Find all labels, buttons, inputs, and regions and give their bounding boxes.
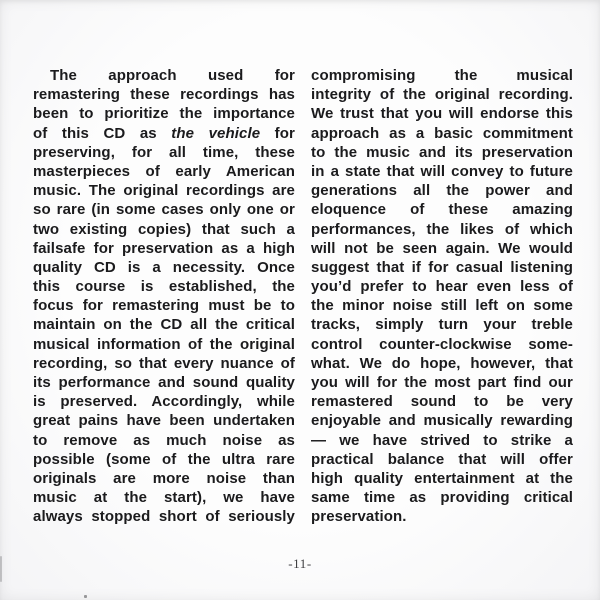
text-line: preservation.: [311, 508, 407, 526]
text-line: recording, so that every nuance of: [33, 354, 295, 372]
text-line: great pains have been undertaken: [33, 412, 295, 430]
text-line: is preserved. Accordingly, while: [33, 393, 295, 411]
text-line: remastering these recordings has: [33, 86, 295, 104]
text-line: the minor noise still left on some: [311, 297, 573, 315]
page-number: -11-: [288, 556, 312, 571]
text-line: you will for the most part find our: [311, 374, 573, 391]
text-line: masterpieces of early American: [33, 162, 295, 180]
text-line: possible (some of the ultra rare: [33, 450, 295, 468]
text-line: in a state that will convey to future: [311, 162, 573, 180]
text-line: integrity of the original recording.: [311, 86, 573, 104]
text-line: generations all the power and: [311, 182, 573, 200]
liner-notes-text: [33, 66, 573, 527]
text-line: quality CD is a necessity. Once: [33, 258, 295, 276]
text-line: music at the start), we have: [33, 489, 295, 507]
text-line: you’d prefer to hear even less of: [311, 278, 573, 296]
text-line: focus for remastering must be to: [33, 297, 295, 315]
text-line: preserving, for all time, these: [33, 143, 295, 161]
text-line: performances, the likes of which: [311, 220, 573, 238]
text-line: compromising the musical: [311, 67, 573, 84]
text-line: to the music and its preservation: [311, 143, 573, 161]
text-line: been to prioritize the importance: [33, 105, 295, 123]
text-column-right: [311, 66, 573, 527]
text-line: enjoyable and musically rewarding: [311, 412, 573, 430]
text-line: this course is established, the: [33, 278, 295, 296]
text-line: will not be seen again. We would: [311, 239, 573, 257]
text-line: so rare (in some cases only one or: [33, 201, 295, 219]
text-line: what. We do hope, however, that: [311, 354, 573, 372]
text-line: The approach used for: [50, 67, 295, 84]
text-line: to remove as much noise as: [33, 431, 295, 449]
text-line: originals are more noise than: [33, 469, 295, 487]
text-line: music. The original recordings are: [33, 182, 295, 200]
text-line: eloquence of these amazing: [311, 201, 573, 219]
text-line: maintain on the CD all the critical: [33, 316, 295, 334]
text-line: approach as a basic commitment: [311, 124, 573, 142]
text-line: of this CD as the vehicle for: [33, 124, 295, 142]
text-line: practical balance that will offer: [311, 450, 573, 468]
text-line: its performance and sound quality: [33, 374, 295, 391]
text-line: — we have strived to strike a: [311, 431, 573, 449]
text-line: remastered sound to be very: [311, 393, 573, 411]
text-line: always stopped short of seriously: [33, 508, 295, 526]
text-line: musical information of the original: [33, 335, 295, 353]
text-line: We trust that you will endorse this: [311, 105, 573, 123]
text-line: failsafe for preservation as a high: [33, 239, 295, 257]
text-line: control counter-clockwise some-: [311, 335, 573, 353]
text-line: high quality entertainment at the: [311, 469, 573, 487]
scan-artifact-edge: [0, 556, 2, 582]
scan-artifact-speck: [84, 595, 87, 598]
text-column-left: [33, 66, 295, 527]
text-line: two existing copies) that such a: [33, 220, 295, 238]
text-line: tracks, simply turn your treble: [311, 316, 573, 334]
text-line: same time as providing critical: [311, 489, 573, 507]
text-line: suggest that if for casual listening: [311, 258, 573, 276]
